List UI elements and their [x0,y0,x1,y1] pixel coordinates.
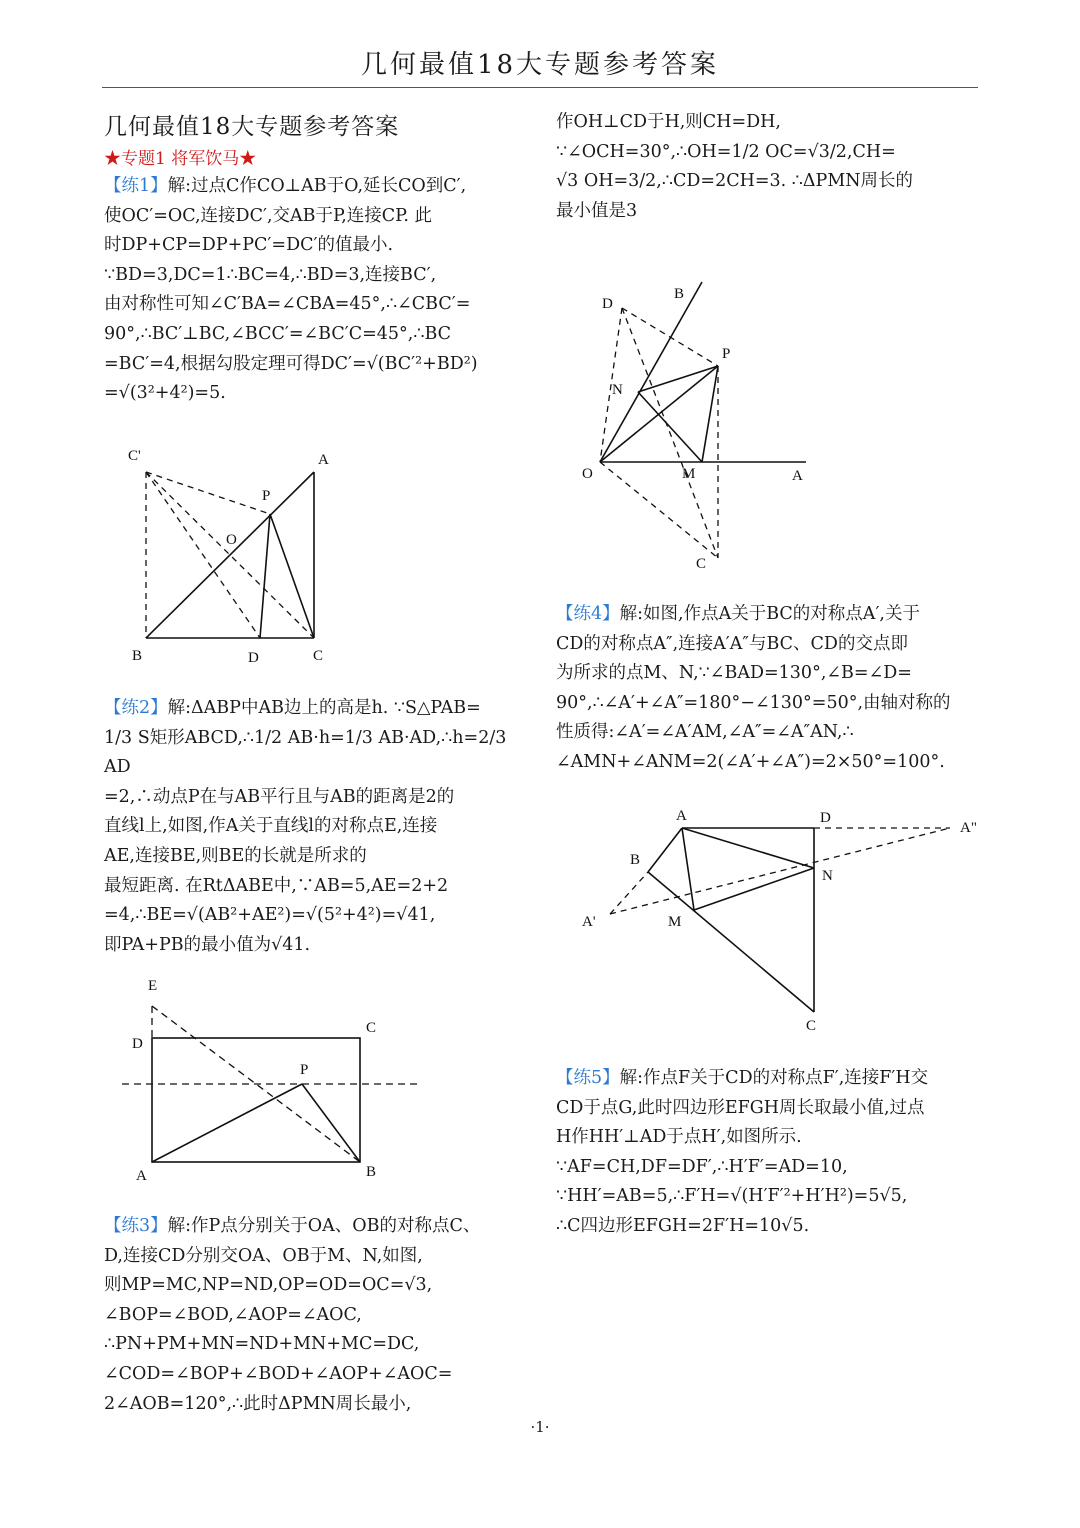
fig1-label: B [132,648,143,664]
problem-1-line: =√(3²+4²)=5. [104,383,226,404]
figure-2 [110,970,430,1190]
fig3-label: M [682,466,696,482]
problem-5-line: ∵HH′=AB=5,∴F′H=√(H′F′²+H′H²)=5√5, [556,1186,908,1207]
fig1-label: P [262,488,271,504]
fig3-label: B [674,286,685,302]
fig3-label: D [602,296,613,312]
fig2-label: P [300,1062,309,1078]
problem-2-line: AE,连接BE,则BE的长就是所求的 [104,845,367,866]
fig1-label: C' [128,448,141,464]
problem-2-line: 1/3 S矩形ABCD,∴1/2 AB·h=1/3 AB·AD,∴h=2/3 AD [104,727,507,778]
fig4-label: D [820,810,831,826]
problem-4-tag: 【练4】 [556,604,620,624]
topic-heading: ★专题1 将军饮马★ [104,149,257,169]
running-header: 几何最值18大专题参考答案 [360,50,720,80]
fig3-label: C [696,556,707,572]
problem-5-tag: 【练5】 [556,1068,620,1088]
problem-3-line: 2∠AOB=120°,∴此时ΔPMN周长最小, [104,1393,412,1414]
fig3-label: N [612,382,623,398]
fig4-label: A [676,808,687,824]
problem-3-line: D,连接CD分别交OA、OB于M、N,如图, [104,1245,423,1266]
fig1-label: C [313,648,324,664]
problem-3-cont-line: 作OH⊥CD于H,则CH=DH, [556,112,781,132]
problem-4-line: 90°,∴∠A′+∠A″=180°−∠130°=50°,由轴对称的 [556,692,951,713]
problem-1-line: =BC′=4,根据勾股定理可得DC′=√(BC′²+BD²) [104,353,478,374]
problem-4-line: ∠AMN+∠ANM=2(∠A′+∠A″)=2×50°=100°. [556,751,945,772]
problem-2-line: 最短距离. 在RtΔABE中,∵AB=5,AE=2+2 [104,875,449,896]
problem-5 [556,1064,984,1242]
fig4-label: A' [582,914,596,930]
fig3-label: A [792,468,803,484]
fig4-label: B [630,852,641,868]
header-rule [102,87,978,88]
problem-5-line: H作HH′⊥AD于点H′,如图所示. [556,1127,802,1148]
figure-3 [570,270,830,580]
document-title: 几何最值18大专题参考答案 [104,114,400,140]
figure-4 [570,800,990,1040]
fig2-label: D [132,1036,143,1052]
fig2-label: A [136,1168,147,1184]
fig2-label: E [148,978,158,994]
fig4-label: A" [960,820,977,836]
fig1-label: D [248,650,259,666]
problem-1-line: 时DP+CP=DP+PC′=DC′的值最小. [104,235,394,256]
problem-2-tag: 【练2】 [104,698,168,718]
fig2-label: C [366,1020,377,1036]
problem-2-line: 【练2】解:ΔABP中AB边上的高是h. ∵S△PAB= [104,698,481,718]
problem-2 [104,694,532,960]
fig4-label: C [806,1018,817,1034]
problem-1-tag: 【练1】 [104,176,168,196]
problem-1-line: 90°,∴BC′⊥BC,∠BCC′=∠BC′C=45°,∴BC [104,323,452,344]
problem-3-line: ∠COD=∠BOP+∠BOD+∠AOP+∠AOC= [104,1363,453,1384]
problem-3-line: 【练3】解:作P点分别关于OA、OB的对称点C、 [104,1216,481,1236]
problem-1 [104,172,532,409]
problem-1-line: 【练1】解:过点C作CO⊥AB于O,延长CO到C′, [104,176,467,196]
problem-3 [104,1212,532,1419]
problem-5-line: ∵AF=CH,DF=DF′,∴H′F′=AD=10, [556,1156,848,1177]
problem-3-cont-line: 最小值是3 [556,200,638,221]
problem-3-tag: 【练3】 [104,1216,168,1236]
problem-2-line: =2,∴动点P在与AB平行且与AB的距离是2的 [104,786,455,807]
problem-4-line: 【练4】解:如图,作点A关于BC的对称点A′,关于 [556,604,920,624]
fig3-label: P [722,346,731,362]
problem-4 [556,600,984,778]
problem-3-cont-line: ∵∠OCH=30°,∴OH=1/2 OC=√3/2,CH= [556,141,896,162]
problem-1-line: 由对称性可知∠C′BA=∠CBA=45°,∴∠CBC′= [104,294,471,315]
problem-2-line: =4,∴BE=√(AB²+AE²)=√(5²+4²)=√41, [104,905,436,926]
fig2-label: B [366,1164,377,1180]
fig1-label: O [226,532,237,548]
problem-3-continued [556,108,984,226]
fig4-label: M [668,914,682,930]
fig3-label: O [582,466,593,482]
fig4-label: N [822,868,833,884]
problem-2-line: 即PA+PB的最小值为√41. [104,934,311,955]
problem-1-line: 使OC′=OC,连接DC′,交AB于P,连接CP. 此 [104,205,433,226]
problem-4-line: 性质得:∠A′=∠A′AM,∠A″=∠A″AN,∴ [556,722,854,743]
problem-5-line: CD于点G,此时四边形EFGH周长取最小值,过点 [556,1097,925,1118]
problem-3-cont-line: √3 OH=3/2,∴CD=2CH=3. ∴ΔPMN周长的 [556,171,914,192]
problem-3-line: 则MP=MC,NP=ND,OP=OD=OC=√3, [104,1275,433,1296]
left-column [104,112,532,409]
figure-1 [110,440,350,675]
problem-1-line: ∵BD=3,DC=1∴BC=4,∴BD=3,连接BC′, [104,264,437,285]
problem-4-line: 为所求的点M、N,∵∠BAD=130°,∠B=∠D= [556,663,912,684]
problem-3-line: ∴PN+PM+MN=ND+MN+MC=DC, [104,1334,420,1355]
fig1-label: A [318,452,329,468]
problem-4-line: CD的对称点A″,连接A′A″与BC、CD的交点即 [556,633,908,654]
page-number: ·1· [530,1418,550,1436]
problem-5-line: ∴C四边形EFGH=2F′H=10√5. [556,1215,810,1236]
problem-3-line: ∠BOP=∠BOD,∠AOP=∠AOC, [104,1304,362,1325]
problem-2-line: 直线l上,如图,作A关于直线l的对称点E,连接 [104,816,438,837]
problem-5-line: 【练5】解:作点F关于CD的对称点F′,连接F′H交 [556,1068,929,1088]
